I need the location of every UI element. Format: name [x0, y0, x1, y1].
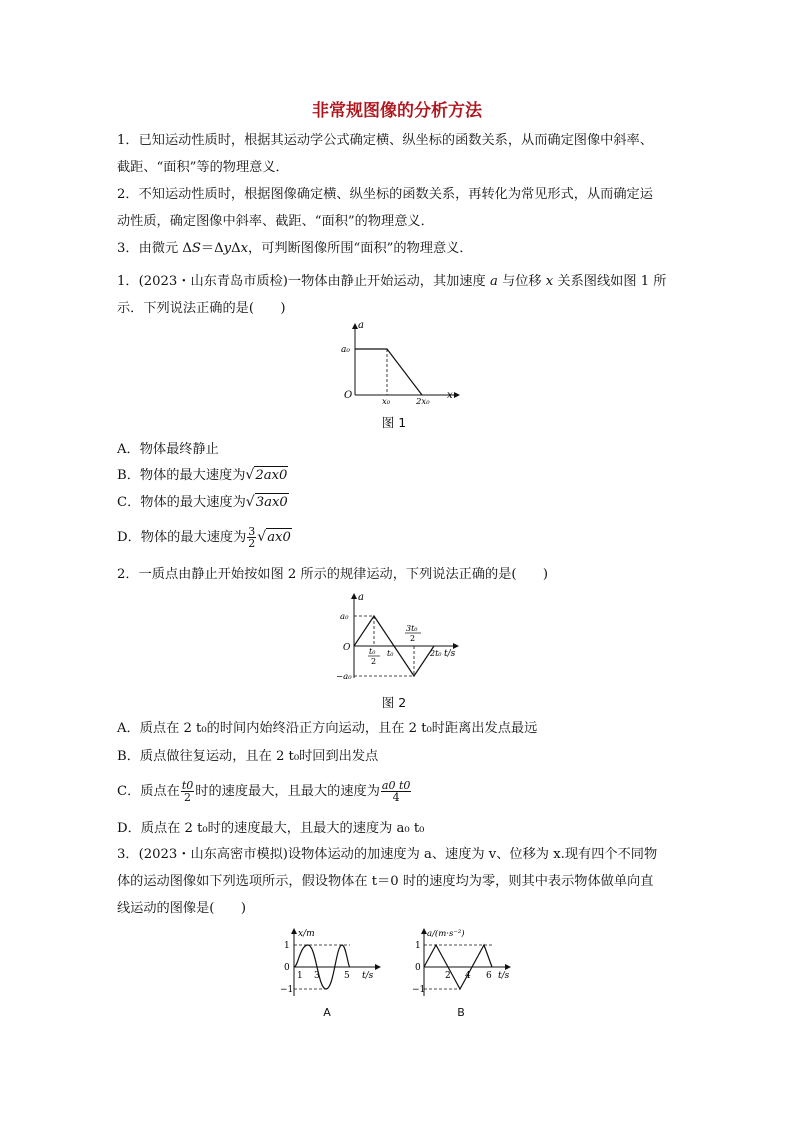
q3-stem-line-3: 线运动的图像是( ) [117, 901, 246, 916]
q1-option-c-text: C．物体的最大速度为 [117, 495, 246, 510]
graphA-y-label: x/m [298, 929, 315, 939]
fig1-y-label: a [358, 320, 364, 331]
graphB-tick-6: 6 [486, 971, 492, 981]
q2-option-c-fraction [181, 780, 194, 803]
q1-var-x: x [545, 274, 554, 289]
fig2-y-label: a [358, 592, 364, 603]
q2-option-a: A．质点在 2 t₀的时间内始终沿正方向运动，且在 2 t₀时距离出发点最远 [117, 721, 538, 736]
graphB-tick-4: 4 [465, 971, 471, 981]
q1-stem-pre: 1．(2023・山东青岛市质检)一物体由静止开始运动，其加速度 [117, 274, 490, 289]
q1-stem-post: 关系图线如图 1 所示．下列说法正确的是( ) [117, 274, 667, 316]
fig2-t3-num: 3t₀ [406, 624, 418, 633]
sqrt-sign-c: √ [245, 494, 255, 510]
q2-option-c-mid: 时的速度最大，且最大的速度为 [195, 784, 380, 799]
graphB-y1: 1 [415, 941, 421, 951]
fig2-t0-half-den: 2 [371, 657, 377, 666]
q2-c-frac-num: t0 [181, 779, 194, 792]
q2-stem: 2．一质点由静止开始按如图 2 所示的规律运动，下列说法正确的是( ) [117, 567, 549, 582]
q1-var-a: a [489, 274, 498, 289]
graphA-y1: 1 [284, 941, 290, 951]
q3-stem-line-2: 体的运动图像如下列选项所示，假设物体在 t＝0 时的速度均为零，则其中表示物体做单向直 [117, 874, 654, 889]
graphB-y-label: a/(m·s⁻²) [427, 929, 465, 939]
figure-1-caption: 图 1 [381, 415, 407, 430]
method-line-3: 2．不知运动性质时，根据图像确定横、纵坐标的函数关系，再转化为常见形式，从而确定运 [117, 187, 653, 202]
graph-b [412, 926, 522, 1000]
figure-2-caption: 图 2 [381, 695, 407, 710]
q2-c-frac-den: 2 [184, 791, 192, 804]
graphA-tick-5: 5 [344, 971, 350, 981]
graphA-x-label: t/s [362, 971, 374, 981]
q1-option-d [117, 526, 292, 549]
method-line-1: 1．已知运动性质时，根据其运动学公式确定横、纵坐标的函数关系，从而确定图像中斜率、 [117, 133, 653, 148]
fig2-t0: t₀ [387, 649, 394, 658]
graphB-tick-2: 2 [445, 971, 451, 981]
fig1-x2: 2x₀ [416, 397, 430, 407]
q1-option-a: A．物体最终静止 [117, 442, 219, 457]
q2-option-c-value [381, 780, 411, 803]
method-line-5 [117, 240, 473, 258]
q2-c-val-den: 4 [392, 791, 400, 804]
method3-pre: 3．由微元 Δ [117, 241, 192, 256]
fig1-a0: a₀ [341, 345, 350, 355]
q1-d-num: 3 [248, 525, 256, 538]
q1-stem-mid: 与位移 [497, 274, 546, 289]
q1-option-b-text: B．物体的最大速度为 [117, 468, 246, 483]
q1-stem [117, 268, 679, 322]
q1-option-b [117, 466, 288, 485]
figure-2-graph [330, 590, 470, 686]
q2-option-c [117, 780, 412, 803]
sqrt-sign-d: √ [257, 529, 267, 545]
fig2-t3-den: 2 [410, 634, 416, 643]
graph-a [276, 926, 386, 1000]
fig2-origin: O [343, 643, 351, 653]
graph-b-caption: B [457, 1006, 465, 1019]
fig2-t2: 2t₀ [430, 649, 442, 658]
sqrt-sign-b: √ [245, 467, 255, 483]
method3-S: S [191, 241, 201, 256]
graphA-y0: 0 [284, 963, 290, 973]
method-line-2: 截距、“面积”等的物理意义． [117, 160, 289, 175]
method3-post: ，可判断图像所围“面积”的物理意义． [248, 241, 473, 256]
fig1-x-label: x [447, 390, 453, 401]
fig1-origin: O [344, 390, 353, 401]
q3-stem-line-1: 3．(2023・山东高密市模拟)设物体运动的加速度为 a、速度为 v、位移为 x.现有四个不同物 [117, 847, 658, 862]
method3-y: y [223, 241, 232, 256]
method3-x: x [240, 241, 249, 256]
graphB-yneg: −1 [412, 985, 426, 995]
fig2-neg-a0: −a₀ [336, 672, 352, 682]
graphB-x-label: t/s [498, 971, 510, 981]
graphA-tick-1: 1 [297, 971, 303, 981]
q1-option-d-text: D．物体的最大速度为 [117, 530, 247, 545]
q2-option-c-pre: C．质点在 [117, 784, 180, 799]
q1-option-d-fraction [247, 526, 256, 549]
q1-option-b-radicand: 2ax0 [255, 468, 288, 483]
q1-option-c-radicand: 3ax0 [255, 495, 288, 510]
q2-option-b: B．质点做往复运动，且在 2 t₀时回到出发点 [117, 749, 379, 764]
fig1-curve [355, 349, 422, 395]
graphA-tick-3: 3 [314, 971, 320, 981]
graphB-y0: 0 [415, 963, 421, 973]
q1-option-c [117, 493, 289, 512]
page-title: 非常规图像的分析方法 [312, 101, 482, 121]
fig2-x-label: t/s [444, 649, 456, 659]
method-line-4: 动性质，确定图像中斜率、截距、“面积”的物理意义． [117, 214, 434, 229]
method3-mid: Δ [231, 241, 241, 256]
q1-option-d-radicand: ax0 [267, 530, 291, 545]
fig1-x0: x₀ [382, 397, 391, 407]
graph-a-caption: A [323, 1006, 331, 1019]
method3-eq: ＝Δ [200, 241, 224, 256]
fig2-a0: a₀ [340, 612, 349, 622]
figure-1-graph [335, 318, 465, 408]
q1-d-den: 2 [248, 537, 256, 550]
graphA-yneg: −1 [280, 985, 294, 995]
q2-option-d: D．质点在 2 t₀时的速度最大，且最大的速度为 a₀ t₀ [117, 821, 425, 836]
fig2-t0-half-num: t₀ [369, 647, 376, 656]
q2-c-val-num: a0 t0 [381, 779, 411, 792]
